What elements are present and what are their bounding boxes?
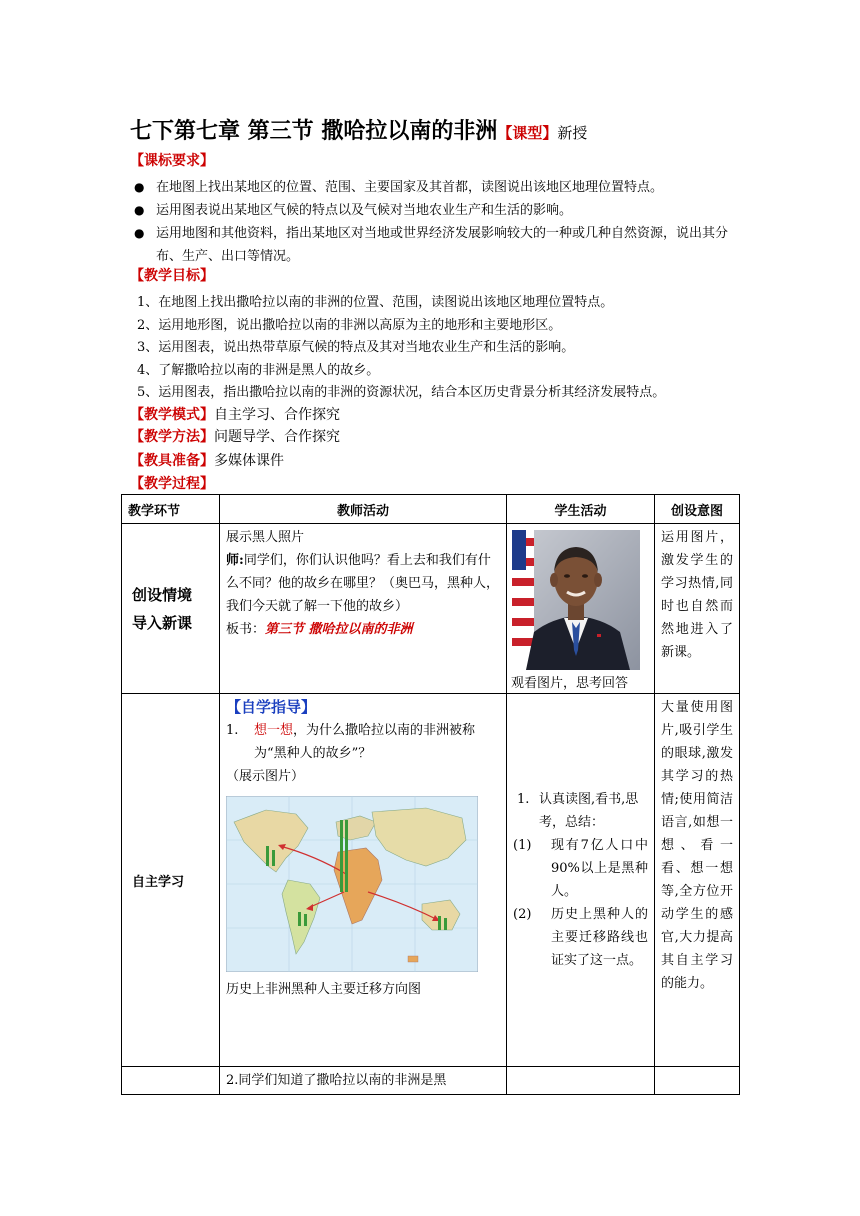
mode-value: 自主学习、合作探究	[214, 407, 340, 423]
title-text: 七下第七章 第三节 撒哈拉以南的非洲	[130, 118, 498, 144]
goal-item: 2、运用地形图，说出撒哈拉以南的非洲以高原为主的地形和主要地形区。	[137, 317, 562, 333]
teacher-self-study-cell	[220, 694, 507, 1067]
standard-item: ● 运用图表说出某地区气候的特点以及气候对当地农业生产和生活的影响。	[130, 199, 750, 222]
lesson-type-value: 新授	[557, 124, 588, 142]
table-row	[122, 524, 740, 694]
board-text: 第三节 撒哈拉以南的非洲	[265, 622, 413, 637]
teacher-intro-cell	[220, 524, 507, 694]
intent-next-cell	[655, 1067, 740, 1095]
process-heading: 【教学过程】	[130, 476, 214, 492]
intent-self-study-cell: 大量使用图片,吸引学生的眼球,激发其学习的热情;使用简洁语言,如想一想、看一看、想一想等,全方位开动学生的感官,大力提高其自主学习的能力。	[655, 694, 740, 1067]
student-intro-cell	[507, 524, 655, 694]
tools-line: 【教具准备】多媒体课件	[130, 453, 284, 469]
stage-intro-line1: 创设情境	[132, 585, 193, 604]
mode-line: 【教学模式】自主学习、合作探究	[130, 407, 340, 423]
method-line: 【教学方法】问题导学、合作探究	[130, 429, 340, 445]
standard-item: ● 运用地图和其他资料，指出某地区对当地或世界经济发展影响较大的一种或几种自然资源，说出其分布、生产、出口等情况。	[130, 222, 750, 268]
document-title	[130, 114, 587, 145]
intent-intro-cell: 运用图片，激发学生的学习热情,同时也自然而然地进入了新课。	[655, 524, 740, 694]
question-1: 1. 想一想，为什么撒哈拉以南的非洲被称为“黑种人的故乡”？	[226, 723, 476, 761]
goal-item: 5、运用图表，指出撒哈拉以南的非洲的资源状况，结合本区历史背景分析其经济发展特点。	[137, 385, 666, 400]
student-point-1: (1) 现有7亿人口中90%以上是黑种人。	[513, 838, 648, 899]
tools-value: 多媒体课件	[214, 453, 284, 469]
student-step-1: 1. 认真读图,看书,思考，总结：	[517, 792, 639, 830]
table-row	[122, 1067, 740, 1095]
teacher-board: 板书：第三节 撒哈拉以南的非洲	[226, 622, 413, 637]
header-teacher: 教师活动	[220, 495, 507, 524]
student-point-2: (2) 历史上黑种人的主要迁移路线也证实了这一点。	[513, 907, 648, 968]
think-keyword: 想一想	[254, 723, 294, 738]
goal-item: 4、了解撒哈拉以南的非洲是黑人的故乡。	[137, 362, 380, 378]
standard-item: ● 在地图上找出某地区的位置、范围、主要国家及其首都，读图说出该地区地理位置特点。	[130, 176, 750, 199]
header-stage: 教学环节	[122, 495, 220, 524]
show-picture-text: （展示图片）	[226, 769, 305, 784]
student-next-cell	[507, 1067, 655, 1095]
stage-intro-cell	[122, 524, 220, 694]
standards-list	[130, 176, 750, 268]
standards-heading: 【课标要求】	[130, 153, 214, 169]
student-self-study-cell	[507, 694, 655, 1067]
goal-item: 1、在地图上找出撒哈拉以南的非洲的位置、范围，读图说出该地区地理位置特点。	[137, 295, 614, 310]
migration-map	[226, 796, 478, 972]
teacher-speech: 师:同学们，你们认识他吗？看上去和我们有什么不同？他的故乡在哪里？（奥巴马，黑种人，我们今天就了解一下他的故乡）	[226, 553, 500, 614]
method-value: 问题导学、合作探究	[214, 429, 340, 445]
header-student: 学生活动	[507, 495, 655, 524]
lesson-type-label: 【课型】	[497, 124, 558, 142]
teacher-show-photo: 展示黑人照片	[226, 530, 305, 545]
table-header-row	[122, 495, 740, 524]
stage-next-cell	[122, 1067, 220, 1095]
goals-heading: 【教学目标】	[130, 268, 214, 284]
stage-intro-line2: 导入新课	[132, 613, 193, 632]
student-intro-text: 观看图片，思考回答	[511, 676, 629, 691]
stage-self-study-cell: 自主学习	[122, 694, 220, 1067]
portrait-photo	[512, 530, 640, 670]
self-study-heading: 【自学指导】	[226, 698, 317, 716]
goals-list	[137, 292, 757, 405]
table-row	[122, 694, 740, 1067]
process-table	[121, 494, 740, 1095]
goal-item: 3、运用图表，说出热带草原气候的特点及其对当地农业生产和生活的影响。	[137, 340, 575, 355]
teacher-next-cell: 2.同学们知道了撒哈拉以南的非洲是黑	[220, 1067, 507, 1095]
map-caption: 历史上非洲黑种人主要迁移方向图	[226, 982, 422, 997]
header-intent: 创设意图	[655, 495, 740, 524]
